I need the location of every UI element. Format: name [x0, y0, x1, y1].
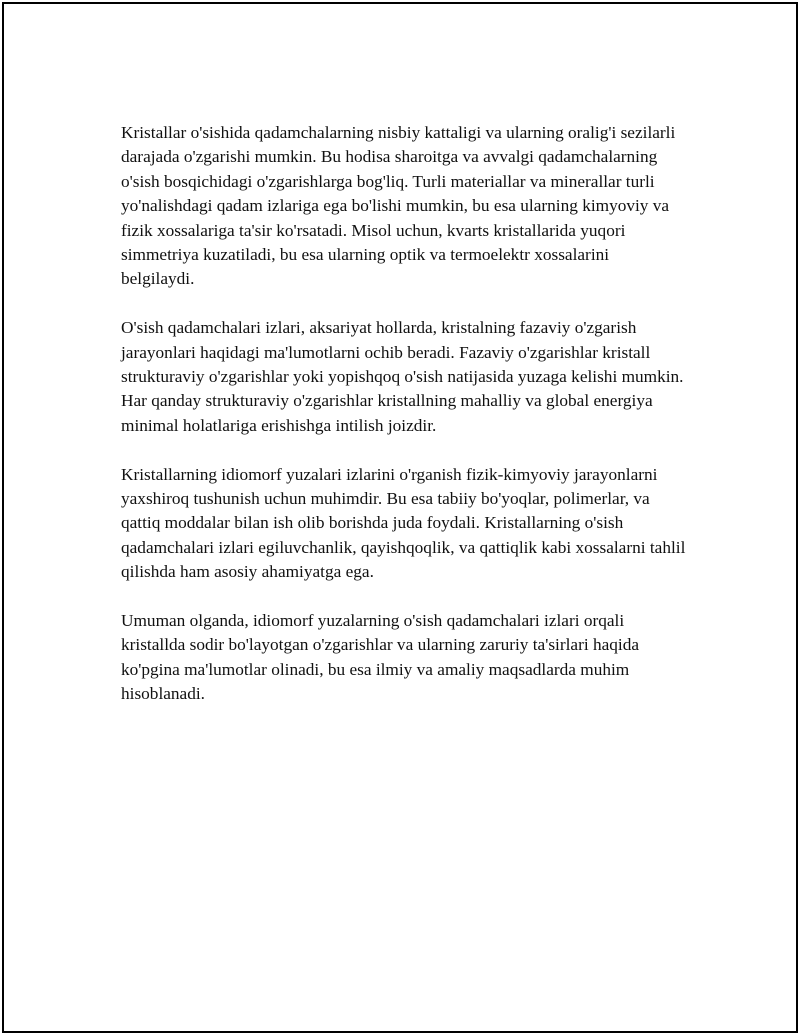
paragraph-3: Kristallarning idiomorf yuzalari izlarini o'rganish fizik-kimyoviy jarayonlarni yaxshiroq tushunish uchun muhimdir. Bu esa tabiiy bo'yoqlar, polimerlar, va qattiq moddalar bilan ish olib borishda juda foydali. Kristallarning o'sish qadamchalari izlari egiluvchanlik, qayishqoqlik, va qattiqlik kabi xossalarni tahlil qilishda ham asosiy ahamiyatga ega.: [121, 464, 686, 582]
document-body: [121, 121, 686, 731]
paragraph-4: Umuman olganda, idiomorf yuzalarning o'sish qadamchalari izlari orqali kristallda sodir bo'layotgan o'zgarishlar va ularning zaruriy ta'sirlari haqida ko'pgina ma'lumotlar olinadi, bu esa ilmiy va amaliy maqsadlarda muhim hisoblanadi.: [121, 611, 640, 704]
page-frame: [2, 2, 798, 1033]
paragraph-2: O'sish qadamchalari izlari, aksariyat hollarda, kristalning fazaviy o'zgarish jarayonlari haqidagi ma'lumotlarni ochib beradi. Fazaviy o'zgarishlar kristall strukturaviy o'zgarishlar yoki yopishqoq o'sish natijasida yuzaga kelishi mumkin. Har qanday strukturaviy o'zgarishlar kristallning mahalliy va global energiya minimal holatlariga erishishga intilish joizdir.: [121, 318, 684, 435]
paragraph-1: Kristallar o'sishida qadamchalarning nisbiy kattaligi va ularning oralig'i sezilarli darajada o'zgarishi mumkin. Bu hodisa sharoitga va avvalgi qadamchalarning o'sish bosqichidagi o'zgarishlarga bog'liq. Turli materiallar va minerallar turli yo'nalishdagi qadam izlariga ega bo'lishi mumkin, bu esa ularning kimyoviy va fizik xossalariga ta'sir ko'rsatadi. Misol uchun, kvarts kristallarida yuqori simmetriya kuzatiladi, bu esa ularning optik va termoelektr xossalarini belgilaydi.: [121, 123, 676, 289]
